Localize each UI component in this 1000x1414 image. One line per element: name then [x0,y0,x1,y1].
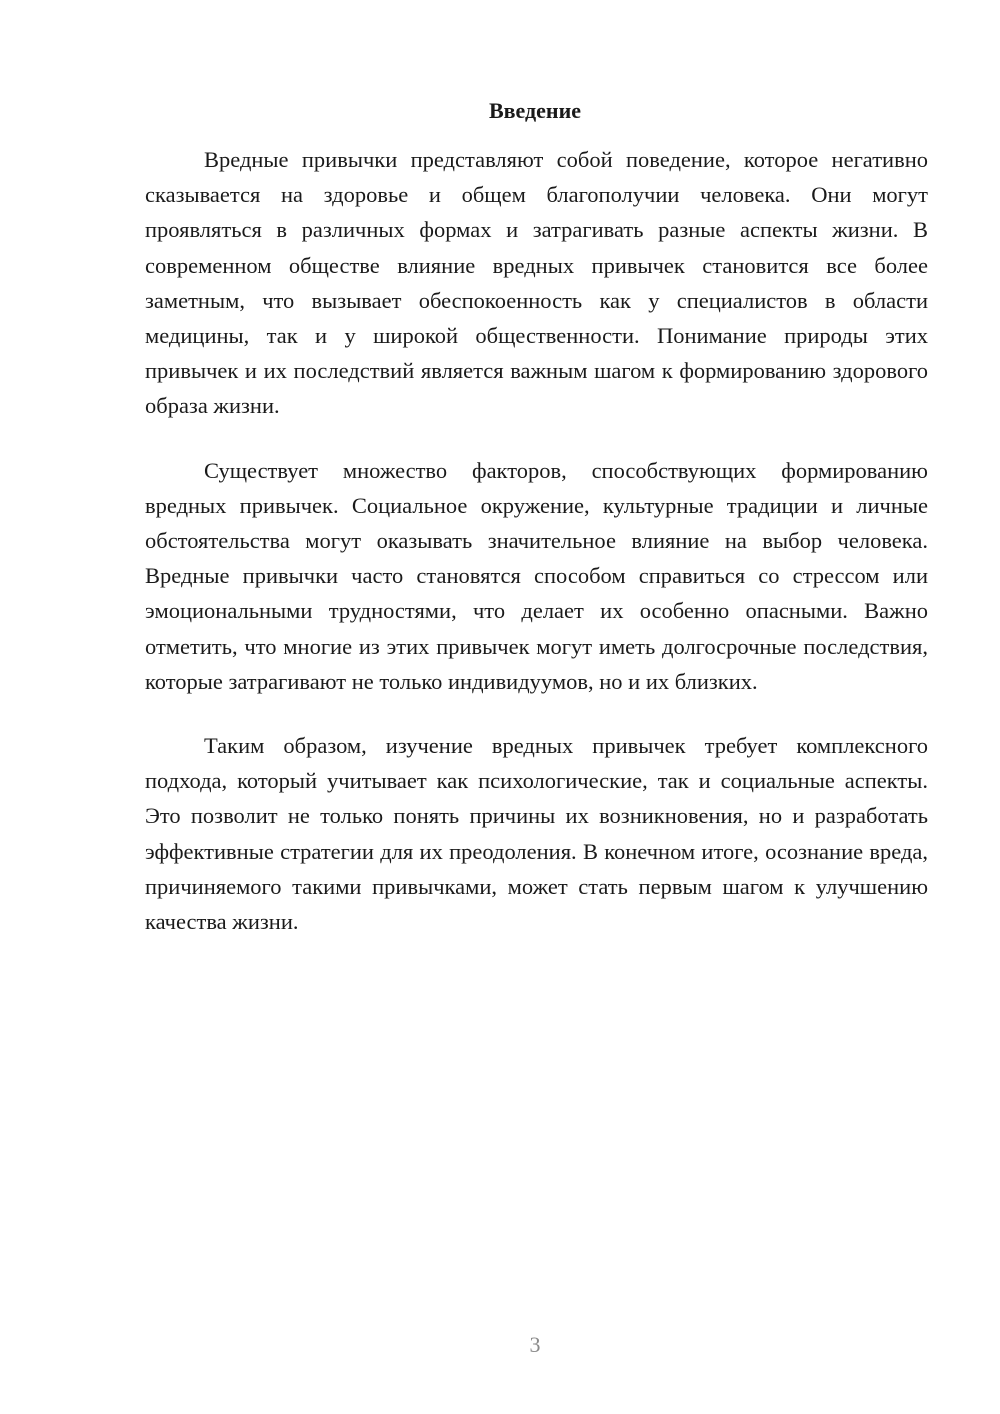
section-heading: Введение [488,98,582,123]
body-text [145,142,928,968]
paragraph-2: Существует множество факторов, способствующих формированию вредных привычек. Социальное окружение, культурные традиции и личные обстоятельства могут оказывать значительное влияние на выбор человека. Вредные привычки часто становятся способом справиться со стрессом или эмоциональными трудностями, что делает их особенно опасными. Важно отметить, что многие из этих привычек могут иметь долгосрочные последствия, которые затрагивают не только индивидуумов, но и их близких. [145,457,928,694]
paragraph-3: Таким образом, изучение вредных привычек требует комплексного подхода, который учитывает как психологические, так и социальные аспекты. Это позволит не только понять причины их возникновения, но и разработать эффективные стратегии для их преодоления. В конечном итоге, осознание вреда, причиняемого такими привычками, может стать первым шагом к улучшению качества жизни. [145,733,928,935]
paragraph-1: Вредные привычки представляют собой поведение, которое негативно сказывается на здоровье и общем благополучии человека. Они могут проявляться в различных формах и затрагивать разные аспекты жизни. В современном обществе влияние вредных привычек становится все более заметным, что вызывает обеспокоенность как у специалистов в области медицины, так и у широкой общественности. Понимание природы этих привычек и их последствий является важным шагом к формированию здорового образа жизни. [145,147,928,419]
page-number: 3 [529,1332,541,1357]
